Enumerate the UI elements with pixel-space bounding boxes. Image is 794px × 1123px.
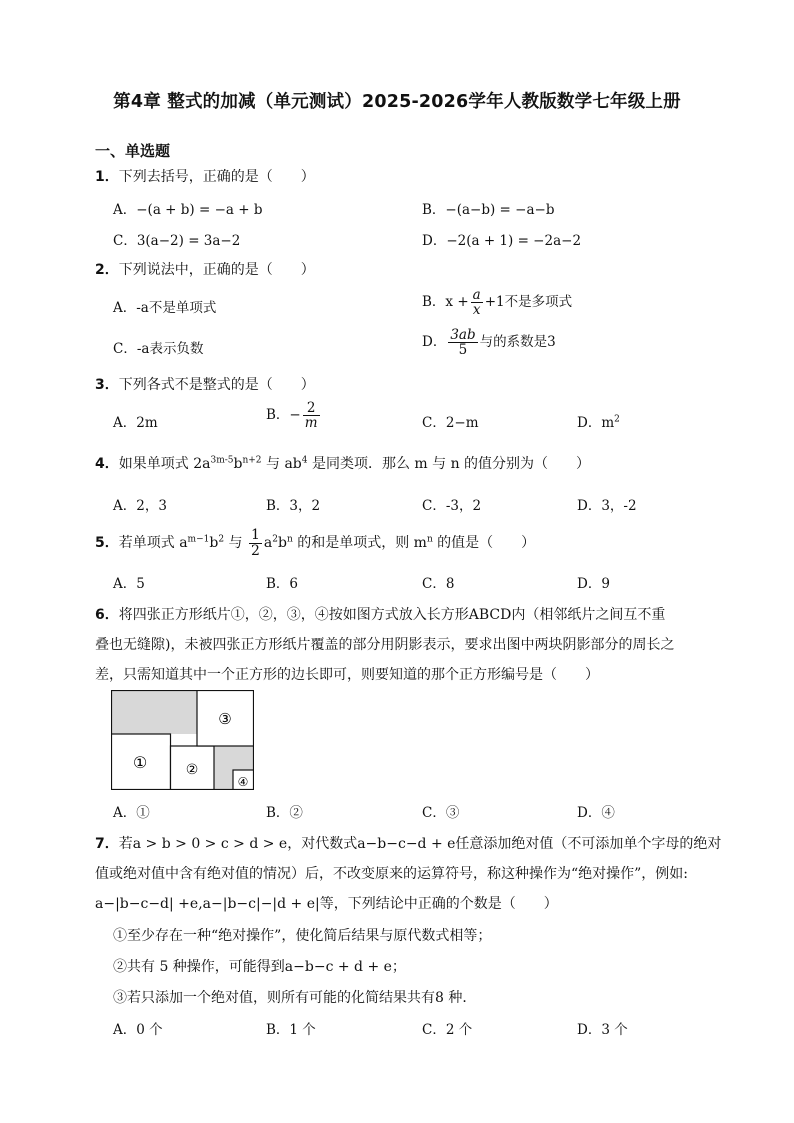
square-4-label: ④ <box>237 775 249 789</box>
q6-option-b[interactable]: B．② <box>266 805 303 821</box>
q6-option-a[interactable]: A．① <box>113 805 150 821</box>
q4-option-b[interactable]: B．3，2 <box>266 498 321 514</box>
stem-part: 与 <box>224 535 247 552</box>
q1-option-a[interactable]: A．−(a + b) = −a + b <box>113 202 263 218</box>
question-stem: 下列去括号，正确的是（ ） <box>118 169 315 185</box>
q5-option-a[interactable]: A．5 <box>113 576 145 592</box>
question-3 <box>95 374 315 394</box>
stem-part: 的值是（ ） <box>432 535 536 552</box>
stem-part: 的和是单项式，则 m <box>292 535 427 552</box>
fraction-numerator: 2 <box>303 401 320 416</box>
q2-b-prefix: B．x + <box>422 294 469 311</box>
q1-option-d[interactable]: D．−2(a + 1) = −2a−2 <box>422 233 582 249</box>
q3-option-b[interactable] <box>266 401 322 430</box>
superscript: 2 <box>272 534 278 545</box>
q3-option-a[interactable]: A．2m <box>113 415 158 431</box>
q5-option-b[interactable]: B．6 <box>266 576 299 592</box>
question-1 <box>95 166 315 186</box>
question-number: 6． <box>95 607 119 623</box>
superscript: 2 <box>218 534 225 545</box>
q5-option-c[interactable]: C．8 <box>422 576 455 592</box>
stem-part: b <box>277 535 287 552</box>
page-title: 第4章 整式的加减（单元测试）2025-2026学年人教版数学七年级上册 <box>113 92 681 112</box>
question-number: 2． <box>95 262 119 278</box>
question-number: 1． <box>95 169 119 185</box>
fraction <box>448 328 477 357</box>
q4-option-d[interactable]: D．3，-2 <box>577 498 637 514</box>
question-4 <box>95 453 590 473</box>
shaded-region-top-left <box>111 690 197 734</box>
statement-1: ①至少存在一种“绝对操作”，使化简后结果与原代数式相等； <box>113 928 492 944</box>
question-stem: 下列各式不是整式的是（ ） <box>118 377 315 393</box>
q2-d-suffix: 与的系数是3 <box>479 334 556 351</box>
q7-option-c[interactable]: C．2 个 <box>422 1022 473 1038</box>
question-number: 5． <box>95 535 119 552</box>
q2-option-d[interactable] <box>422 328 556 357</box>
fraction-numerator: a <box>472 287 481 303</box>
question-stem-line: 叠也无缝隙)，未被四张正方形纸片覆盖的部分用阴影表示，要求出图中两块阴影部分的周长之 <box>95 637 675 653</box>
fraction <box>303 401 320 430</box>
question-stem-line: a−|b−c−d| +e,a−|b−c|−|d + e|等，下列结论中正确的个数是（ ） <box>95 896 558 912</box>
q3-b-prefix: B．− <box>266 407 301 424</box>
square-2-label: ② <box>185 762 199 778</box>
stem-part: 如果单项式 2a <box>118 456 211 472</box>
question-stem: 下列说法中，正确的是（ ） <box>118 262 315 278</box>
q2-d-prefix: D． <box>422 334 447 351</box>
stem-part: a <box>263 535 273 552</box>
fraction-numerator: 3ab <box>450 327 476 343</box>
squares-figure <box>111 690 254 790</box>
question-2 <box>95 259 315 279</box>
fraction-denominator: m <box>304 415 318 432</box>
q3-option-c[interactable]: C．2−m <box>422 415 479 431</box>
statement-3: ③若只添加一个绝对值，则所有可能的化简结果共有8 种． <box>113 990 477 1006</box>
q2-option-a[interactable]: A．-a不是单项式 <box>113 300 217 316</box>
fraction-denominator: 5 <box>458 342 468 359</box>
statement-2: ②共有 5 种操作，可能得到a−b−c + d + e； <box>113 959 406 975</box>
q2-option-c[interactable]: C．-a表示负数 <box>113 341 204 357</box>
question-stem-line: 若a > b > 0 > c > d > e，对代数式a−b−c−d + e任意添加绝对值（不可添加单个字母的绝对 <box>118 836 722 852</box>
q5-option-d[interactable]: D．9 <box>577 576 610 592</box>
superscript: 4 <box>301 455 308 466</box>
square-3-label: ③ <box>218 710 232 728</box>
q3-option-d[interactable] <box>577 411 620 431</box>
fraction <box>249 528 262 558</box>
section-heading: 一、单选题 <box>95 142 171 160</box>
q6-option-d[interactable]: D．④ <box>577 805 615 821</box>
square-1-label: ① <box>132 753 148 772</box>
superscript: n <box>426 534 433 545</box>
stem-part: 是同类项．那么 m 与 n 的值分别为（ ） <box>307 456 591 472</box>
question-5 <box>95 528 535 558</box>
question-stem-line: 将四张正方形纸片①，②，③，④按如图方式放入长方形ABCD内（相邻纸片之间互不重 <box>118 607 666 623</box>
stem-part: b <box>209 535 219 552</box>
q6-option-c[interactable]: C．③ <box>422 805 460 821</box>
q1-option-c[interactable]: C．3(a−2) = 3a−2 <box>113 233 241 249</box>
question-number: 4． <box>95 456 119 472</box>
fraction-denominator: x <box>472 302 481 319</box>
superscript: m−1 <box>187 534 210 545</box>
q4-option-c[interactable]: C．-3，2 <box>422 498 482 514</box>
question-stem-line: 值或绝对值中含有绝对值的情况）后，不改变原来的运算符号，称这种操作为“绝对操作”，例如: <box>95 866 689 882</box>
question-stem-line: 差，只需知道其中一个正方形的边长即可，则要知道的那个正方形编号是（ ） <box>95 667 599 683</box>
q7-option-b[interactable]: B．1 个 <box>266 1022 316 1038</box>
question-number: 3． <box>95 377 119 393</box>
superscript: 3m-5 <box>210 455 234 466</box>
q2-b-suffix: +1不是多项式 <box>484 294 573 311</box>
q7-option-a[interactable]: A．0 个 <box>113 1022 163 1038</box>
q1-option-b[interactable]: B．−(a−b) = −a−b <box>422 202 555 218</box>
q7-option-d[interactable]: D．3 个 <box>577 1022 628 1038</box>
stem-part: 若单项式 a <box>118 535 188 552</box>
fraction-denominator: 2 <box>250 542 260 559</box>
fraction-numerator: 1 <box>250 527 260 543</box>
superscript: n <box>286 534 293 545</box>
question-6 <box>95 604 665 624</box>
question-number: 7． <box>95 836 119 852</box>
stem-part: 与 ab <box>261 456 302 472</box>
superscript: 2 <box>614 414 620 425</box>
stem-part: b <box>233 456 243 472</box>
superscript: n+2 <box>242 455 262 466</box>
fraction <box>471 288 483 317</box>
q3-d-prefix: D．m <box>577 415 615 431</box>
q2-option-b[interactable] <box>422 288 572 317</box>
q4-option-a[interactable]: A．2，3 <box>113 498 167 514</box>
question-7 <box>95 833 721 853</box>
